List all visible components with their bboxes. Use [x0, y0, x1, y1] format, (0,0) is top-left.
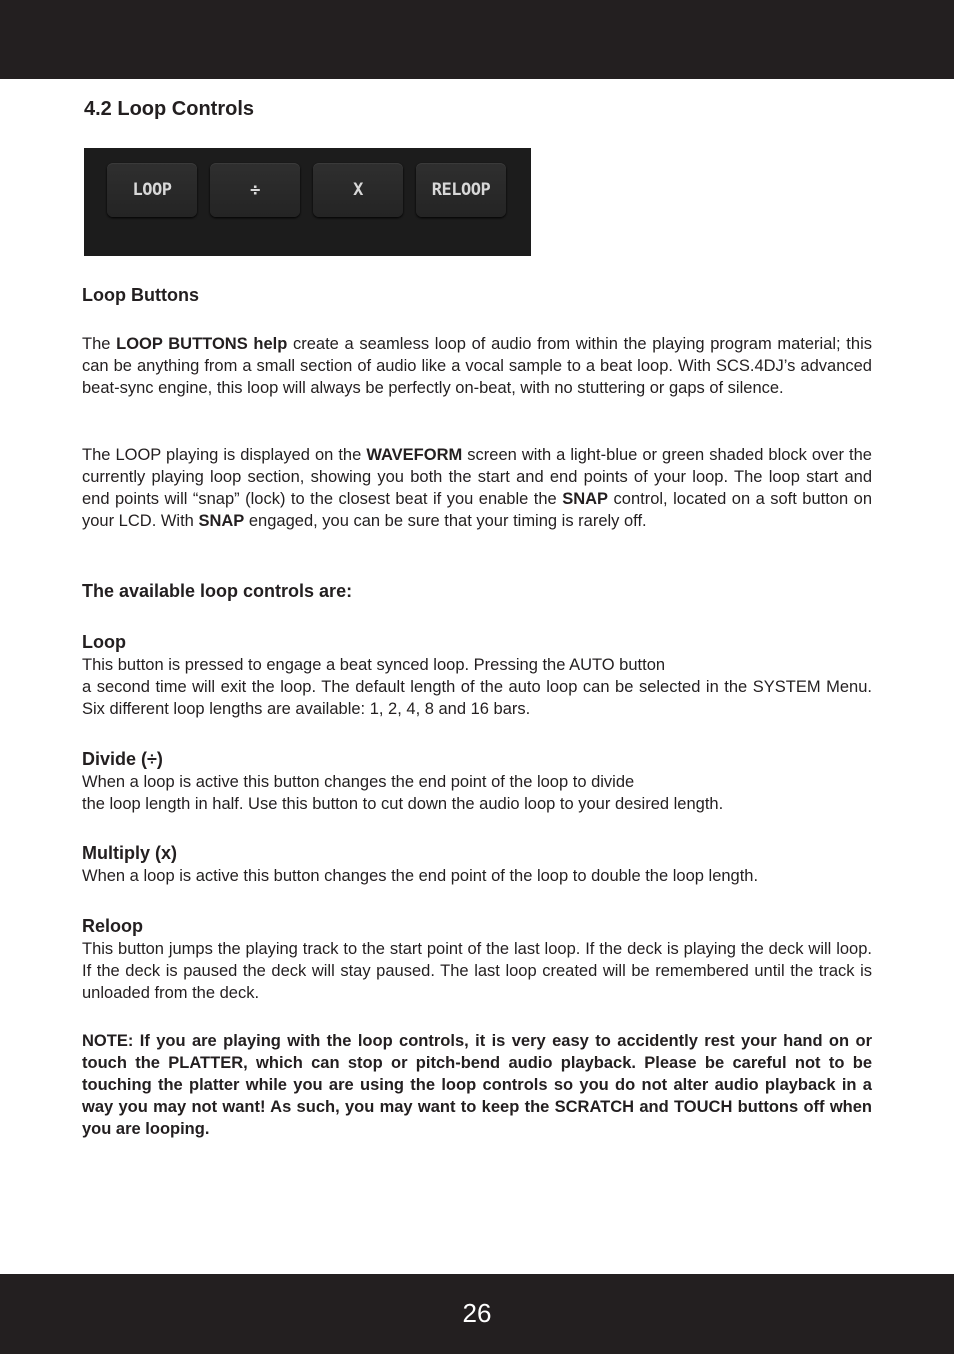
divide-control-title: Divide (÷)	[82, 749, 163, 769]
header-bar	[0, 0, 954, 79]
reloop-control-title: Reloop	[82, 916, 143, 936]
section-title: 4.2 Loop Controls	[84, 98, 254, 120]
loop-buttons-paragraph-2: The LOOP playing is displayed on the WAVEFORM screen with a light-blue or green shaded block over the currently playing loop section, showing you both the start and end points of your loop. The loop start and end points will “snap” (lock) to the closest beat if you enable the SNAP control, located on a soft button on your LCD. With SNAP engaged, you can be sure that your timing is rarely off.	[82, 446, 873, 530]
loop-control-section: Loop This button is pressed to engage a beat synced loop. Pressing the AUTO button a second time will exit the loop. The default length of the auto loop can be selected in the SYSTEM Menu. Six different loop lengths are available: 1, 2, 4, 8 and 16 bars.	[82, 632, 872, 718]
note-paragraph: NOTE: If you are playing with the loop controls, it is very easy to accidently rest your hand on or touch the PLATTER, which can stop or pitch-bend audio playback. Please be careful not to be touching the platter while you are using the loop controls so you do not alter audio playback in a way you may not want! As such, you may want to keep the SCRATCH and TOUCH buttons off when you are looping.	[82, 1032, 872, 1138]
reloop-control-section: Reloop This button jumps the playing track to the start point of the last loop. If the deck is playing the deck will loop. If the deck is paused the deck will stay paused. The last loop created will be remembered until the track is unloaded from the deck.	[82, 916, 872, 1002]
loop-control-title: Loop	[82, 632, 126, 652]
multiply-control-section: Multiply (x) When a loop is active this button changes the end point of the loop to double the loop length.	[82, 841, 872, 887]
loop-controls-image	[84, 148, 531, 256]
reloop-button[interactable]: RELOOP	[416, 163, 506, 217]
multiply-button[interactable]: X	[313, 163, 403, 217]
divide-control-section: Divide (÷) When a loop is active this button changes the end point of the loop to divide the loop length in half. Use this button to cut down the audio loop to your desired length.	[82, 747, 872, 815]
page-number: 26	[462, 1298, 492, 1328]
multiply-control-title: Multiply (x)	[82, 843, 177, 863]
loop-button[interactable]: LOOP	[107, 163, 197, 217]
loop-buttons-heading: Loop Buttons	[82, 285, 199, 305]
available-controls-heading: The available loop controls are:	[82, 581, 353, 601]
loop-buttons-paragraph-1: The LOOP BUTTONS help create a seamless loop of audio from within the playing program material; this can be anything from a small section of audio like a vocal sample to a beat loop. With SCS.4DJ’s advanced beat-sync engine, this loop will always be perfectly on-beat, with no stuttering or gaps of silence.	[82, 335, 872, 397]
divide-button[interactable]: ÷	[210, 163, 300, 217]
